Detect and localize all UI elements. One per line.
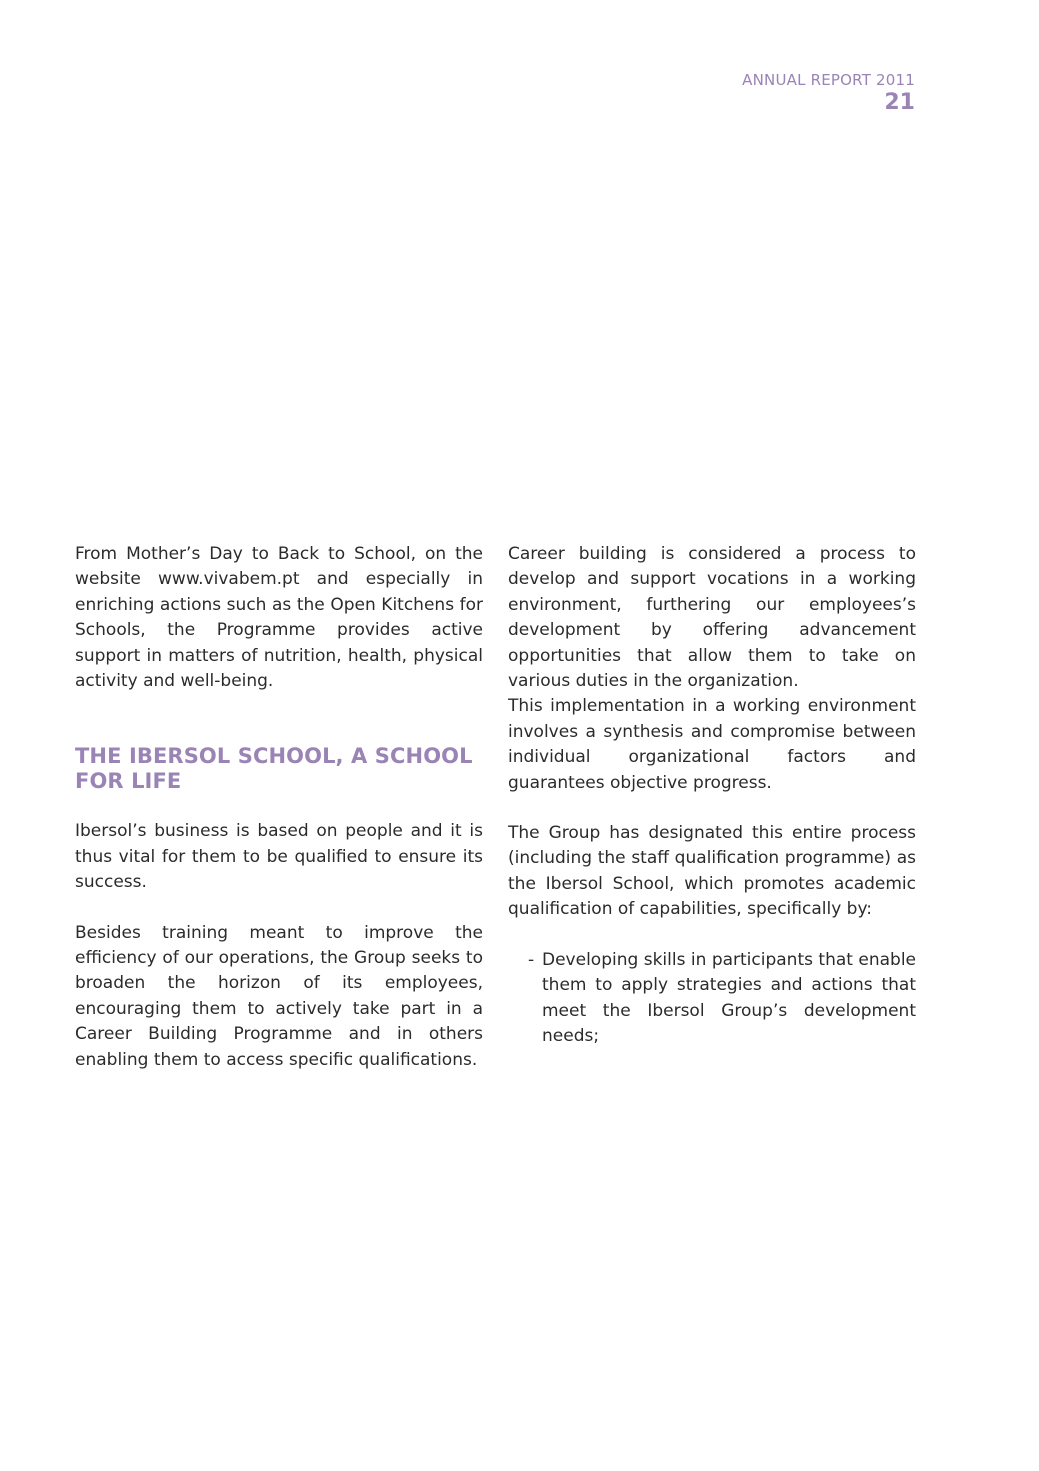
body-paragraph-implementation: This implementation in a working environment involves a synthesis and compromise between individual organizational factors and guarantees objective progress.	[508, 696, 916, 793]
spacer	[75, 694, 483, 744]
spacer	[508, 923, 916, 948]
body-paragraph-training: Besides training meant to improve the efficiency of our operations, the Group seeks to broaden the horizon of its employees, encouraging them to actively take part in a Career Building Programme and in others enabling them to access specific qualifications.	[75, 922, 483, 1070]
page-number: 21	[884, 90, 915, 115]
right-column	[508, 542, 916, 1049]
intro-paragraph: From Mother’s Day to Back to School, on the website www.vivabem.pt and especially in enriching actions such as the Open Kitchens for Schools, the Programme provides active support in matters of nutrition, health, physical activity and well-being.	[75, 544, 483, 692]
spacer	[75, 794, 483, 819]
bullet-dash: -	[528, 949, 535, 970]
bullet-text: Developing skills in participants that enable them to apply strategies and actions that meet the Ibersol Group’s development needs;	[542, 949, 916, 1046]
bullet-list	[508, 948, 916, 1050]
bullet-item	[508, 948, 916, 1050]
section-heading: THE IBERSOL SCHOOL, A SCHOOL FOR LIFE	[75, 744, 473, 794]
spacer	[508, 796, 916, 821]
body-paragraph-people: Ibersol’s business is based on people and it is thus vital for them to be qualified to ensure its success.	[75, 821, 483, 893]
left-column	[75, 542, 483, 1073]
report-label: ANNUAL REPORT 2011	[742, 71, 915, 89]
body-paragraph-group-school: The Group has designated this entire process (including the staff qualification programme) as the Ibersol School, which promotes academic qualification of capabilities, specifically by:	[508, 823, 916, 920]
page-header	[742, 70, 915, 116]
spacer	[75, 896, 483, 921]
body-paragraph-career: Career building is considered a process to develop and support vocations in a working environment, furthering our employees’s development by offering advancement opportunities that allow them to take on various duties in the organization.	[508, 544, 916, 692]
